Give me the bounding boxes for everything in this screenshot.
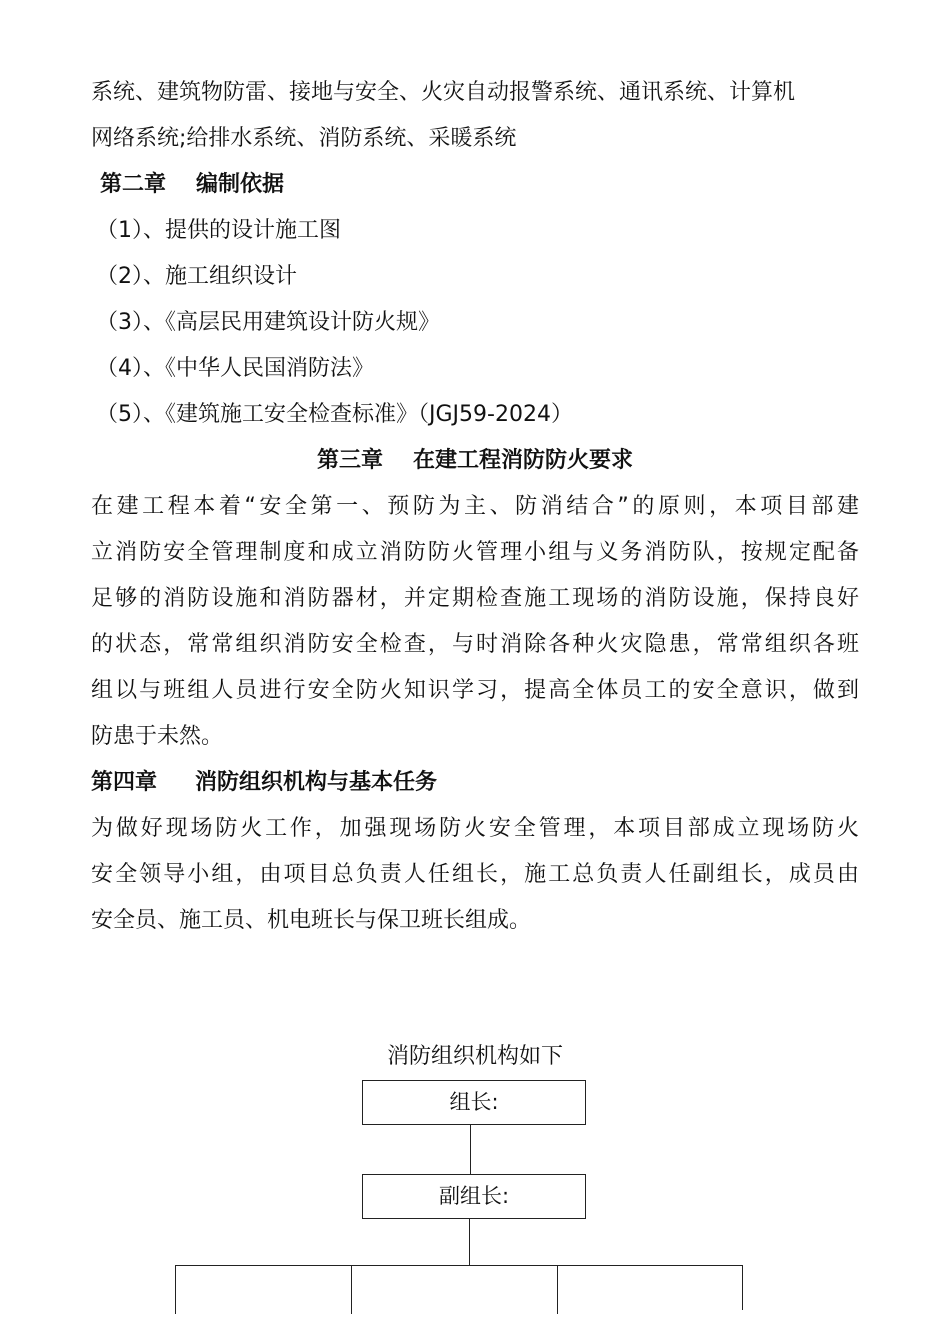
chapter-3-para-line: 防患于未然。 [91, 724, 224, 749]
chapter-4-title: 消防组织机构与基本任务 [195, 770, 438, 795]
basis-item-4: （4）、《中华人民国消防法》 [96, 356, 374, 381]
chapter-2-heading [100, 170, 284, 200]
org-connector-leader-deputy [470, 1125, 471, 1174]
chapter-4-number: 第四章 [91, 770, 158, 795]
chapter-4-para-line: 安全员、施工员、机电班长与保卫班长组成。 [91, 908, 532, 933]
chapter-2-number: 第二章 [100, 172, 167, 197]
org-chart-caption: 消防组织机构如下 [386, 1044, 563, 1069]
org-leader-box: 组长: [362, 1080, 586, 1125]
chapter-3-para-line: 足够的消防设施和消防器材，并定期检查施工现场的消防设施，保持良好 [91, 586, 859, 611]
basis-item-3: （3）、《高层民用建筑设计防火规》 [96, 310, 440, 335]
chapter-4-para-line: 安全领导小组，由项目总负责人任组长，施工总负责人任副组长，成员由 [91, 862, 859, 887]
chapter-3-heading [0, 446, 950, 476]
org-deputy-box: 副组长: [362, 1174, 586, 1219]
chapter-3-para-line: 在建工程本着“安全第一、预防为主、防消结合”的原则，本项目部建 [91, 494, 859, 519]
chapter-3-para-line: 的状态，常常组织消防安全检查，与时消除各种火灾隐患，常常组织各班 [91, 632, 859, 657]
chapter-4-paragraph [91, 806, 859, 944]
org-branch-bar [175, 1265, 743, 1266]
chapter-3-para-line: 立消防安全管理制度和成立消防防火管理小组与义务消防队，按规定配备 [91, 540, 859, 565]
org-branch-drop [351, 1265, 352, 1314]
intro-line-2: 网络系统;给排水系统、消防系统、采暖系统 [91, 126, 517, 151]
chapter-3-paragraph [91, 484, 859, 760]
org-connector-deputy-branch [469, 1219, 470, 1265]
chapter-3-number: 第三章 [316, 448, 383, 473]
org-branch-drop [742, 1265, 743, 1310]
chapter-4-heading [91, 768, 437, 798]
chapter-4-para-line: 为做好现场防火工作，加强现场防火安全管理，本项目部成立现场防火 [91, 816, 859, 841]
intro-line-1: 系统、建筑物防雷、接地与安全、火灾自动报警系统、通讯系统、计算机 [91, 80, 796, 105]
chapter-3-para-line: 组以与班组人员进行安全防火知识学习，提高全体员工的安全意识，做到 [91, 678, 859, 703]
chapter-2-title: 编制依据 [196, 172, 285, 197]
basis-item-2: （2）、施工组织设计 [96, 264, 297, 289]
basis-item-1: （1）、提供的设计施工图 [96, 218, 341, 243]
org-branch-drop [557, 1265, 558, 1314]
basis-item-5: （5）、《建筑施工安全检查标准》（JGJ59-2024） [96, 402, 573, 427]
chapter-3-title: 在建工程消防防火要求 [413, 448, 634, 473]
org-branch-drop [175, 1265, 176, 1314]
